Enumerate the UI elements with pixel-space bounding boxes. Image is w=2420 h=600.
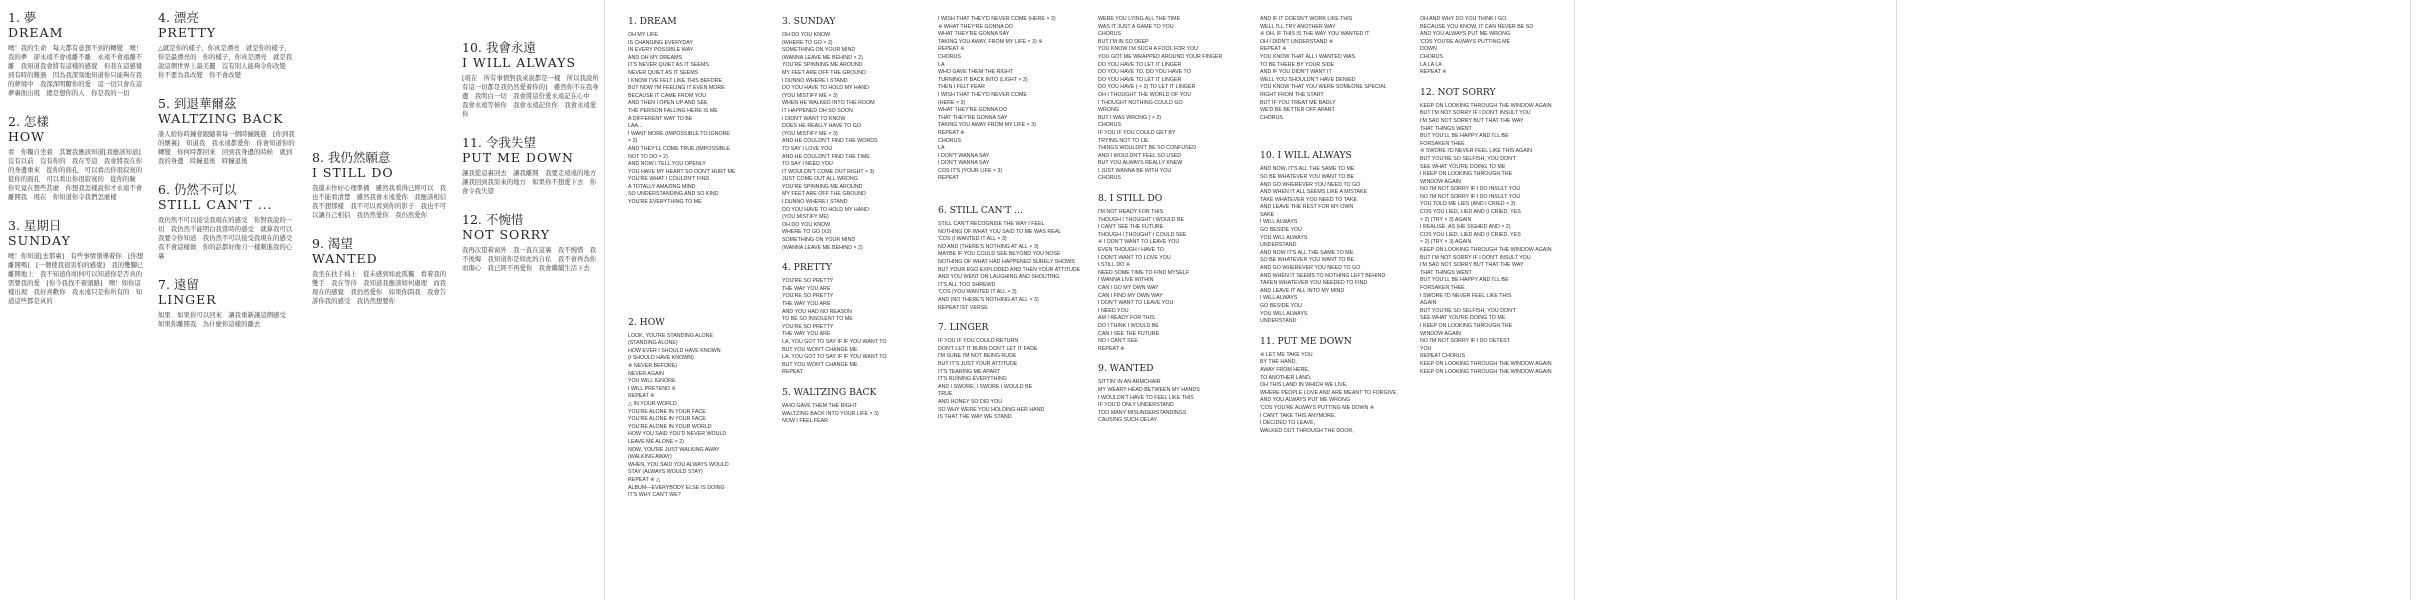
en-song-sunday — [782, 16, 932, 252]
en-song-put-me-down — [1260, 336, 1410, 436]
zh-song-english-title: SUNDAY — [8, 233, 71, 248]
zh-song-5 — [158, 96, 296, 166]
zh-song-lyrics: 我再次望着窗外 我一直在這裏 我不惋惜 我不後悔 我知道你是如此的自私 我不會再為你而傷心 我已經不再愛你 我會繼續生活下去 — [462, 246, 597, 272]
panel-divider — [1896, 0, 1897, 600]
zh-song-6 — [158, 182, 299, 261]
en-song-lyrics: YOU'RE SO PRETTY THE WAY YOU ARE YOU'RE SO PRETTY THE WAY YOU ARE AND YOU HAD NO REASON TO BE SO INSOLENT TO ME YOU'RE SO PRETTY THE WAY YOU ARE LA, YOU GOT TO SAY IF IF YOU WANT TO BUT YOU WON'T CHANGE ME LA, YOU GOT TO SAY IF IF YOU WANT TO BUT YOU WON'T CHANGE ME REPEAT — [782, 278, 887, 376]
en-song-title: 7. LINGER — [938, 322, 989, 334]
en-song-lyrics: STILL CAN'T RECOGNISE THE WAY I FEEL NOTHING OF WHAT YOU SAID TO ME WAS REAL 'COS (I WANTED IT ALL × 3) NO AND (THERE'S NOTHING AT ALL × 3) MAYBE IF YOU COULD SEE BEYOND YOU NOSE NOTHING OF WHAT HAD HAPPENED SURELY SHOWS BUT YOUR EGO EXPLODED AND THEN YOUR ATTITUDE AND YOU WENT ON LAUGHING AND SHOUTING IT'S ALL TOO SHREWD 'COS (YOU WANTED IT ALL × 3) AND (NO THERE'S NOTHING AT ALL × 3) REPEAT IST VERSE — [938, 221, 1081, 311]
en-song-title: 8. I STILL DO — [1098, 193, 1163, 205]
zh-song-title: 8. 我仍然願意 — [312, 150, 391, 165]
zh-song-7 — [158, 277, 296, 329]
en-song-lyrics: KEEP ON LOOKING THROUGH THE WINDOW AGAIN BUT I'M NOT SORRY IF I DON'T INSULT YOU I'M SAD NOT SORRY BUT THAT THE WAY THAT THINGS WENT BUT YOU'LL BE HAPPY AND I'LL BE FORSAKEN THEE ※ SWORE I'D NEVER FEEL LIKE THIS AGAIN BUT YOU'RE SO SELFISH, YOU DON'T SEE WHAT YOU'RE DOING TO ME I KEEP ON LOOKING THROUGH THE WINDOW AGAIN NO I'M NOT SORRY IF I DO INSULT YOU NO I'M NOT SORRY IF I DO INSULT YOU YOU TOLD ME LIES (AND I CRIED × 3) COS YOU LIED, LIED AND (I CRIED, YES × 2) (TRY × 3) AGAIN I REALISE, AS (HE SIGHED AND × 2) COS YOU LIED, LIED AND (I CRIED, YES × 2) (TRY × 3) AGAIN KEEP ON LOOKING THROUGH THE WINDOW AGAIN BUT I'M NOT SORRY IF I DON'T INSULT YOU I'M SAD NOT SORRY BUT THAT THE WAY THAT THINGS WENT BUT YOU'LL BE HAPPY AND I'LL BE FORSAKEN THEE I SWORE I'D NEVER FEEL LIKE THIS AGAIN BUT YOU'RE SO SELFISH, YOU DON'T SEE WHAT YOU'RE DOING TO ME I KEEP ON LOOKING THROUGH THE WINDOW AGAIN NO I'M NOT SORRY IF I DO DETEST YOU REPEAT CHORUS KEEP ON LOOKING THROUGH THE WINDOW AGAIN KEEP ON LOOKING THROUGH THE WINDOW AGAIN — [1420, 102, 1552, 375]
en-song-title: 6. STILL CAN'T ... — [938, 205, 1023, 217]
en-song-pretty — [782, 262, 932, 377]
en-column-4 — [1098, 16, 1248, 596]
zh-song-english-title: DREAM — [8, 25, 64, 40]
zh-song-lyrics: 我還未作好心理準備 雖然我看得已經可以 我也不能看清楚 雖然我會永遠愛你 我應該相信 我不想那樣 我不可以看到你的影子 我也不可以讓自己相信 我仍然愛你 我仍然愛你 — [312, 184, 453, 219]
panel-divider — [1574, 0, 1575, 600]
en-song-title: 5. WALTZING BACK — [782, 386, 877, 398]
zh-song-lyrics: 噢！我的生命 每天都有意想不到的轉變 噢！我的夢 卻永遠不會遠離不離 永遠不會遠離不離 我知道我會將有這樣的感覺 但我在這感覺到有時的難過 因為我深刻地知道你只能夠在我的夢境中 我深深明瞭你的愛 這一切只會在這夢裏面出現 總是想你的人 你是我的一切 — [8, 44, 143, 97]
zh-song-4 — [158, 10, 296, 80]
zh-song-lyrics: 我坐在扶手椅上 從未感到如此孤獨 看着我的雙手 我在等待 我知道我應該如何處理 而我現在的感覺 我仍然愛你 如果你問我 我會告訴你我的感受 我仍然想要你 — [312, 270, 447, 305]
zh-song-english-title: PRETTY — [158, 25, 217, 40]
en-song-lyrics: WHO GAVE THEM THE RIGHT WALTZING BACK INTO YOUR LIFE × 3) NOW I FEEL FEAR — [782, 402, 879, 425]
en-song-lyrics: LOOK, YOU'RE STANDING ALONE (STANDING ALONE) HOW EVER I SHOULD HAVE KNOWN (I SHOULD HAVE KNOWN) ※ NEVER BEFORE) NEVER AGAIN YOU WILL IGNORE I WILL PRETEND ※ REPEAT ※ △ IN YOUR WORLD YOU'RE ALONE IN YOUR FACE YOU'RE ALONE IN YOUR FACE YOU'RE ALONE IN YOUR WORLD HOW YOU SAID YOU'D NEVER WOULD LEAVE ME ALONE × 2) NOW, YOU'RE JUST WALKING AWAY (WALKING AWAY) WHEN, YOU SAID YOU ALWAYS WOULD STAY (ALWAYS WOULD STAY) REPEAT ※ △ ALBUM—EVERYBODY ELSE IS DOING IT'S WHY CAN'T WE? — [628, 332, 729, 499]
zh-song-title: 10. 我會永遠 — [462, 40, 536, 55]
en-song-lyrics: I WISH THAT THEY'D NEVER COME (HERE × 3) ※ WHAT THEY'RE GONNA DO WHAT THEY'RE GONNA SAY TAKING YOU AWAY, FROM MY LIFE × 3) ※ REPEAT ※ CHORUS LA WHO GAVE THEM THE RIGHT TURNING IT BACK INTO (LIGHT × 3) THEN I FELT FEAR I WISH THAT THEY'D NEVER COME (HERE × 3) WHAT THEY'RE GONNA DO THAT THEY'RE GONNA SAY TAKING YOU AWAY FROM MY LIFE × 3) REPEAT ※ CHORUS LA I DON'T WANNA SAY I DON'T WANNA SAY COS IT'S (YOUR LIFE × 3) REPEAT — [938, 16, 1056, 182]
zh-song-title: 6. 仍然不可以 — [158, 182, 237, 197]
en-column-2 — [782, 16, 932, 596]
en-song-waltzing-back — [782, 387, 932, 426]
zh-song-12 — [462, 212, 600, 273]
en-song-wanted — [1098, 363, 1248, 425]
en-song-still-cant — [938, 205, 1088, 312]
en-song-lyrics: AND IF IT DOESN'T WORK LIKE THIS WELL I'LL TRY ANOTHER WAY ※ OH, IF THIS IS THE WAY YOU WANTED IT OH I DIDN'T UNDERSTAND ※ REPEAT ※ YOU KNOW THAT ALL I WANTED WAS TO BE THERE BY YOUR SIDE AND IF YOU DIDN'T WANT IT WELL YOU SHOULDN'T HAVE DENIED YOU KNOW THAT YOU WERE SOMEONE SPECIAL RIGHT FROM THE START BUT IF YOU TREAT ME BADLY WE'D BE BETTER OFF APART. CHORUS — [1260, 16, 1387, 121]
zh-song-9 — [312, 236, 450, 306]
zh-column-2 — [158, 10, 299, 595]
zh-song-title: 9. 渴望 — [312, 236, 353, 251]
chinese-lyrics-panel — [0, 0, 603, 600]
en-song-dream — [628, 16, 778, 207]
panel-divider — [2410, 0, 2411, 600]
zh-song-english-title: WALTZING BACK — [158, 111, 284, 126]
zh-song-english-title: WANTED — [312, 251, 378, 266]
en-song-lyrics: IF YOU IF YOU COULD RETURN DON'T LET IT BURN DON'T LET IT FADE I'M SURE I'M NOT BEING RUDE BUT IT'S JUST YOUR ATTITUDE IT'S TEARING ME APART IT'S RUINING EVERYTHING AND I SWORE, I SWORE I WOULD BE TRUE AND HONEY SO DID YOU SO WHY WERE YOU HOLDING HER HAND IS THAT THE WAY WE STAND — [938, 338, 1045, 421]
zh-song-english-title: I WILL ALWAYS — [462, 55, 577, 70]
en-song-linger — [938, 322, 1088, 422]
zh-song-title: 12. 不惋惜 — [462, 212, 524, 227]
zh-song-lyrics: 噢！你知道[去那裏] 有些事情領導着你 [你想離開嗎] [一個使我很害怕的感覺] 我的雙腳已離開地上 我不知道你如何可以知道你是否真的需要我的愛 [你今我找不着頭路] 噢！如你這樣出現 我好喜歡你 我永遠只是你所有的 知道這些都是真的 — [8, 252, 144, 305]
zh-song-title: 2. 怎樣 — [8, 114, 49, 129]
zh-song-lyrics: 讓我從這裏回去 讓我離開 我要走遠遠的地方 讓我回到我原來的地方 如果你不想愛下去 你會令我失望 — [462, 169, 603, 195]
en-song-title: 12. NOT SORRY — [1420, 86, 1496, 98]
zh-column-1 — [8, 10, 149, 595]
zh-song-1 — [8, 10, 146, 98]
en-song-lyrics: SITTIN' IN AN ARMCHAIR MY WEARY HEAD BETWEEN MY HANDS I WOULDN'T HAVE TO FEEL LIKE THIS IF YOU'D ONLY UNDERSTAND TOO MANY MISUNDERSTANDINGS CAUSING SUCH DELAY — [1098, 379, 1200, 424]
zh-song-title: 1. 夢 — [8, 10, 37, 25]
zh-song-english-title: LINGER — [158, 292, 217, 307]
zh-column-3 — [312, 10, 453, 595]
en-song-i-still-do — [1098, 193, 1248, 353]
en-column-5 — [1260, 16, 1410, 596]
zh-song-english-title: PUT ME DOWN — [462, 150, 574, 165]
en-song-title: 9. WANTED — [1098, 363, 1154, 375]
en-song-lyrics: OH MY LIFE IS CHANGING EVERYDAY IN EVERY POSSIBLE WAY AND OH MY DREAMS IT'S NEVER QUIET AS IT SEEMS NEVER QUIET AS IT SEEMS I KNOW I'VE FELT LIKE THIS BEFORE BUT NOW I'M FEELING IT EVEN MORE BECAUSE IT CAME FROM YOU AND THEN I OPEN UP AND SEE THE PERSON FALLING HERE IS ME A DIFFERENT WAY TO BE LAA... I WANT MORE (IMPOSSIBLE TO IGNORE × 2) AND THEY'LL COME TRUE (IMPOSSIBLE NOT TO DO × 2) AND NOW I TELL YOU OPENLY YOU HAVE MY HEART SO DON'T HURT ME YOU'RE WHAT I COULDN'T FIND A TOTALLY AMAZING MIND SO UNDERSTANDING AND SO KIND YOU'RE EVERYTHING TO ME — [628, 32, 736, 206]
en-song-how — [628, 317, 778, 500]
en-song-i-will-always — [1260, 150, 1410, 325]
zh-song-lyrics: 看 你獨自坐着 其實我應該知道[我應該知道] 沒有以前 沒有你的 我在等這 我會將我在你的身邊重來 從你的面孔 可以看出你很寂寞的 從你的面孔 可以看出你很寂寞的 從你的臉 你究竟在想些甚麼 你想我怎樣說你才永遠不會離開我 現在 你知道你令我們怎麼樣 — [8, 148, 149, 201]
zh-song-3 — [8, 218, 146, 306]
zh-song-english-title: STILL CAN'T ... — [158, 197, 273, 212]
english-lyrics-panel — [600, 0, 2420, 600]
en-song-lyrics: I'M NOT READY FOR THIS THOUGH I THOUGHT I WOULD BE I CAN'T SEE THE FUTURE THOUGH I THOUGHT I COULD SEE ※ I DON'T WANT TO LEAVE YOU EVEN THOUGH I HAVE TO I DON'T WANT TO LOVE YOU I STILL DO ※ NEED SOME TIME TO FIND MYSELF I WANNA LIVE WITHIN CAN I GO MY OWN WAY CAN I FIND MY OWN WAY I DON'T WANT TO LEAVE YOU I NEED YOU AM I READY FOR THIS DO I THINK I WOULD BE CAN I SEE THE FUTURE NO I CAN'T SEE REPEAT ※ — [1098, 209, 1189, 352]
en-song-title: 11. PUT ME DOWN — [1260, 335, 1352, 347]
en-song-lyrics: OH AND WHY DO YOU THINK I GO BECAUSE YOU KNOW, IT CAN NEVER BE SO AND YOU ALWAYS PUT ME WRONG 'COS YOU'RE ALWAYS PUTTING ME DOWN CHORUS LA LA LA REPEAT ※ — [1420, 16, 1534, 76]
zh-song-lyrics: 如果 如果你可以回來 讓我重新讓這個感受 如果你離開我 為什麼你這樣的離去 — [158, 311, 293, 328]
zh-song-english-title: HOW — [8, 129, 45, 144]
en-column-6 — [1420, 16, 1570, 596]
en-song-lyrics: WERE YOU LYING ALL THE TIME WAS IT JUST A GAME TO YOU CHORUS BUT I'M IN SO DEEP YOU KNOW I'M SUCH A FOOL FOR YOU YOU GOT ME WRAPPED AROUND YOUR FINGER DO YOU HAVE TO LET IT LINGER DO YOU HAVE TO, DO YOU HAVE TO DO YOU HAVE TO LET IT LINGER DO YOU HAVE ( × 2) TO LET IT LINGER OH I THOUGHT THE WORLD OF YOU I THOUGHT NOTHING COULD GO WRONG BUT I WAS WRONG ( × 2) CHORUS IF YOU IF YOU COULD GET BY TRYING NOT TO LIE THINGS WOULDN'T BE SO CONFUSED AND I WOULDN'T FEEL SO USED BUT YOU ALWAYS REALLY KNEW I JUST WANNA BE WITH YOU CHORUS — [1098, 16, 1223, 182]
en-song-title: 3. SUNDAY — [782, 16, 836, 27]
zh-song-title: 3. 星期日 — [8, 218, 62, 233]
zh-song-title: 5. 到退華爾茲 — [158, 96, 237, 111]
zh-song-8 — [312, 150, 453, 220]
zh-column-4 — [462, 10, 603, 595]
en-song-title: 2. HOW — [628, 316, 665, 328]
zh-song-title: 7. 遠留 — [158, 277, 199, 292]
zh-song-english-title: NOT SORRY — [462, 227, 550, 242]
zh-song-11 — [462, 135, 603, 196]
en-song-wanted-cont — [1260, 16, 1410, 122]
en-song-lyrics: OH DO YOU KNOW (WHERE TO GO × 2) SOMETHING ON YOUR MIND (WANNA LEAVE ME BEHIND × 2) YOU'RE SPINNING ME AROUND MY FEET ARE OFF THE GROUND I DUNNO WHERE I STAND DO YOU HAVE TO HOLD MY HAND (YOU MISTIFY ME × 3) WHEN HE WALKED INTO THE ROOM IT HAPPENED OH SO SOON I DIDN'T WANT TO KNOW DOES HE REALLY HAVE TO GO (YOU MISTIFY ME × 3) AND HE COULDN'T FIND THE WORDS TO SAY I LOVE YOU AND HE COULDN'T FIND THE TIME TO SAY I NEED YOU IT WOULDN'T COME OUT RIGHT × 3) JUST COME OUT ALL WRONG YOU'RE SPINNING ME AROUND MY FEET ARE OFF THE GROUND I DUNNO WHERE I STAND DO YOU HAVE TO HOLD MY HAND (YOU MISTIFY ME) OH DO YOU KNOW WHERE TO GO (X2) SOMETHING ON YOUR MIND (WANNA LEAVE ME BEHIND × 2) — [782, 32, 878, 251]
en-column-1 — [628, 16, 778, 596]
zh-song-title: 4. 漂亮 — [158, 10, 199, 25]
en-song-title: 1. DREAM — [628, 16, 677, 27]
zh-song-lyrics: [現在 所有事情對我來說都是一樣 所以我說所有這一切都是我仍然愛着你的] 雖然你不在我身邊 我明白一切 我會將這份愛永遠記在心中 我會永遠等候你 我會永遠記住你 我會永遠愛你 — [462, 74, 599, 118]
en-song-linger-cont — [1098, 16, 1248, 183]
zh-song-2 — [8, 114, 149, 202]
en-song-not-sorry — [1420, 87, 1570, 376]
en-song-lyrics: AND NOW, IT'S ALL THE SAME TO ME SO BE WHATEVER YOU WANT TO BE AND GO WHEREVER YOU NEED TO GO AND WHEN IT ALL SEEMS LIKE A MISTAKE TAKE WHATEVER YOU NEED TO TAKE AND LEAVE THE REST FOR MY OWN SAKE I WILL ALWAYS GO BESIDE YOU YOU WILL ALWAYS UNDERSTAND AND NOW IT'S ALL THE SAME TO ME SO BE WHATEVER YOU WANT TO BE AND GO WHEREVER YOU NEED TO GO AND WHEN IT SEEMS TO NOTHING LEFT BEHIND TAKEN WHATEVER YOU NEEDED TO FIND AND LEAVE IT ALL INTO MY MIND I WILL ALWAYS GO BESIDE YOU YOU WILL ALWAYS UNDERSTAND — [1260, 166, 1386, 325]
en-song-title: 4. PRETTY — [782, 262, 832, 274]
zh-song-lyrics: 誰人給你時鐘會跟隨着每一個時鐘跳進 [你到我的懷裏] 知道我 我永遠都愛你 你會知道你的轉變 你何時都回來 回到我身邊的時候 就到我的身邊 時鐘退後 時鐘退後 — [158, 130, 295, 165]
zh-song-lyrics: 我仍然不可以接受我現在的感受 你對我說的一切 我仍然不能明白我當時的感受 就算我可以 我要令你知道 我仍然不可以接受我現在的感受 我不會這樣做 你的話都好像刀一樣刺進我的心裏 — [158, 216, 299, 260]
zh-song-lyrics: △就是你的樣子，你真是漂亮 就是你的樣子，你是最漂亮的 你的樣子，你真是漂亮 就是我說這個世界上最美麗 沒有別人能夠令你改變 你不要為我改變 你不會改變 — [158, 44, 293, 79]
zh-song-title: 11. 令我失望 — [462, 135, 536, 150]
zh-song-english-title: I STILL DO — [312, 165, 394, 180]
en-song-waltzing-back-cont — [938, 16, 1088, 183]
en-column-3 — [938, 16, 1088, 596]
en-song-put-me-down-cont — [1420, 16, 1570, 77]
zh-song-10 — [462, 40, 600, 119]
en-song-title: 10. I WILL ALWAYS — [1260, 150, 1352, 162]
en-song-lyrics: ※ LET ME TAKE YOU BY THE HAND, AWAY FROM HERE, TO ANOTHER LAND, OH THIS LAND IN WHICH WE LIVE, WHERE PEOPLE LOVE AND ARE MEANT TO FORGIVE, AND YOU ALWAYS PUT ME WRONG 'COS YOU'RE ALWAYS PUTTING ME DOWN ※ I CAN'T TAKE THIS ANYMORE, I DECIDED TO LEAVE, WALKED OUT THROUGH THE DOOR, — [1260, 351, 1398, 434]
